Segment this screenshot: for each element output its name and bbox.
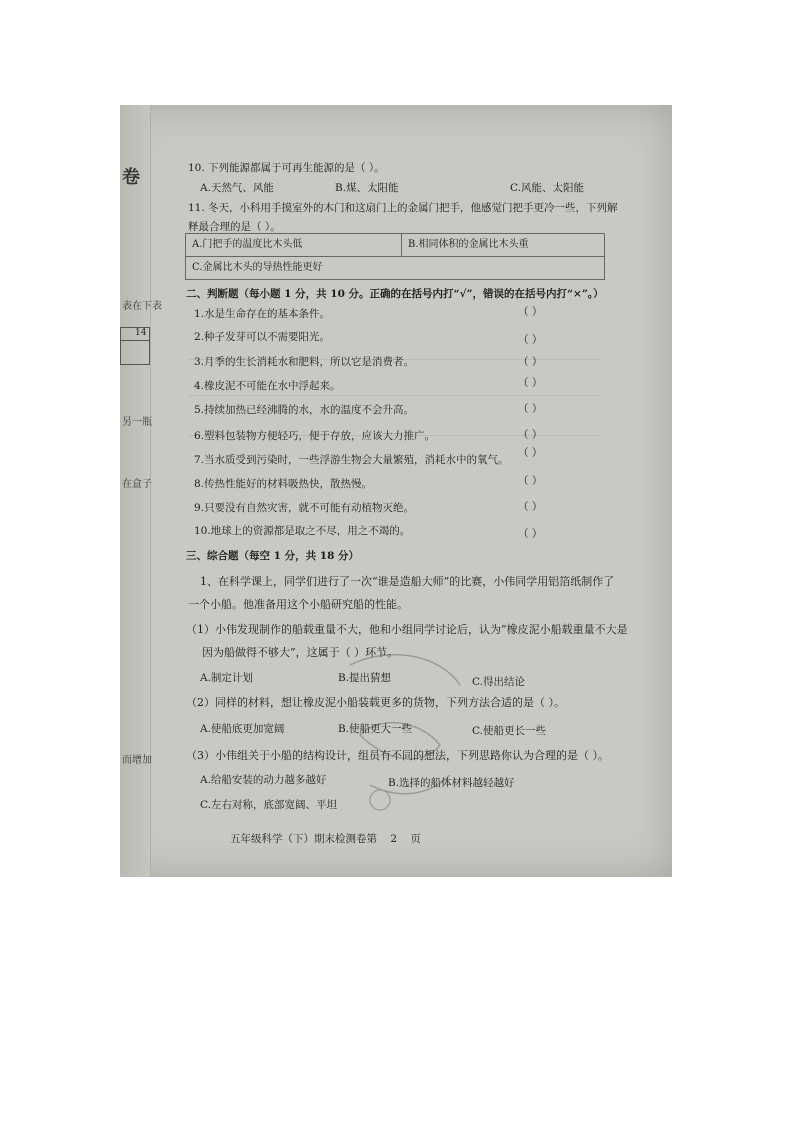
scanned-page [120,105,672,877]
footer-page-number: 2 [390,833,398,845]
comp-sub1-option-c: C.得出结论 [472,676,525,688]
q11-stem-line2: 释最合理的是（ ）。 [188,221,281,233]
footer-suffix: 页 [410,833,421,845]
comp-sub1-line2: 因为船做得不够大”，这属于（ ）环节。 [202,646,399,659]
comp-sub1-line1: （1）小伟发现制作的船载重量不大，他和小组同学讨论后，认为“橡皮泥小船载重量不大是 [186,623,628,636]
q10-stem: 10. 下列能源都属于可再生能源的是（ ）。 [188,162,385,174]
comp-sub3-option-a: A.给船安装的动力越多越好 [200,774,327,786]
judge-item-10: 10.地球上的资源都是取之不尽，用之不竭的。 [194,525,411,537]
judge-answer-5[interactable]: （ ） [518,403,543,415]
comp-sub3-option-c: C.左右对称，底部宽阔、平坦 [200,799,337,811]
comp-sub2-option-a: A.使船底更加宽阔 [200,723,285,735]
edge-box-number: 14 [135,328,147,338]
judge-item-5: 5.持续加热已经沸腾的水，水的温度不会升高。 [194,404,415,416]
q10-option-a: A.天然气、风能 [200,182,274,194]
judge-item-3: 3.月季的生长消耗水和肥料，所以它是消费者。 [194,356,415,368]
comp-sub2-option-c: C.使船更长一些 [472,725,546,737]
judge-item-1: 1.水是生命存在的基本条件。 [194,308,331,320]
edge-mark-left1: 表在下表 [122,301,162,312]
left-binding-edge [120,105,162,877]
comp-sub1-option-a: A.制定计划 [200,672,253,684]
comp-sub3-option-b: B.选择的船体材料越轻越好 [388,777,515,789]
edge-mark-left3: 在盒子 [122,479,152,490]
judge-answer-9[interactable]: （ ） [518,501,543,513]
judge-answer-10[interactable]: （ ） [518,528,543,540]
comp-sub3-stem: （3）小伟组关于小船的结构设计，组员有不同的想法，下列思路你认为合理的是（ ）。 [186,749,609,762]
page-footer [230,831,421,846]
judge-answer-7[interactable]: （ ） [518,447,543,459]
judge-answer-3[interactable]: （ ） [518,356,543,368]
q11-option-c: C.金属比木头的导热性能更好 [192,262,323,273]
judge-item-7: 7.当水质受到污染时，一些浮游生物会大量繁殖，消耗水中的氧气。 [194,454,509,466]
judge-answer-2[interactable]: （ ） [518,334,543,346]
edge-mark-left4: 而增加 [122,755,152,766]
edge-mark-left2: 另一瓶 [122,417,152,428]
judge-answer-1[interactable]: （ ） [518,306,543,318]
comp-intro-line2: 一个小船。他准备用这个小船研究船的性能。 [188,598,408,611]
judge-item-8: 8.传热性能好的材料吸热快，散热慢。 [194,478,373,490]
judge-item-2: 2.种子发芽可以不需要阳光。 [194,331,331,343]
comp-sub2-option-b: B.使船更大一些 [338,723,413,735]
judge-item-9: 9.只要没有自然灾害，就不可能有动植物灭绝。 [194,502,415,514]
comp-sub2-stem: （2）同样的材料，想让橡皮泥小船装载更多的货物，下列方法合适的是（ ）。 [186,696,565,709]
q11-stem-line1: 11. 冬天，小科用手摸室外的木门和这扇门上的金属门把手，他感觉门把手更冷一些，下列解 [188,202,618,214]
comp-section-header: 三、综合题（每空 1 分，共 18 分） [186,550,360,562]
comp-sub1-option-b: B.提出猜想 [338,672,392,684]
judge-answer-8[interactable]: （ ） [518,475,543,487]
judge-section-header: 二、判断题（每小题 1 分，共 10 分。正确的在括号内打“√”，错误的在括号内打“×”。） [186,288,604,300]
q10-option-b: B.煤、太阳能 [335,182,399,194]
judge-item-6: 6.塑料包装物方便轻巧，便于存放，应该大力推广。 [194,430,436,442]
q11-options-table [185,233,605,280]
q10-option-c: C.风能、太阳能 [510,182,584,194]
q11-option-a: A.门把手的温度比木头低 [192,239,303,250]
judge-answer-6[interactable]: （ ） [518,429,543,441]
footer-text: 五年级科学（下）期末检测卷第 [230,833,377,845]
comp-intro-line1: 1、在科学课上，同学们进行了一次“谁是造船大师”的比赛，小伟同学用铝箔纸制作了 [200,575,615,588]
edge-mark-top: 卷 [122,167,140,188]
q11-option-b: B.相同体积的金属比木头重 [408,239,529,250]
judge-item-4: 4.橡皮泥不可能在水中浮起来。 [194,380,341,392]
edge-score-box [120,327,150,365]
judge-answer-4[interactable]: （ ） [518,377,543,389]
